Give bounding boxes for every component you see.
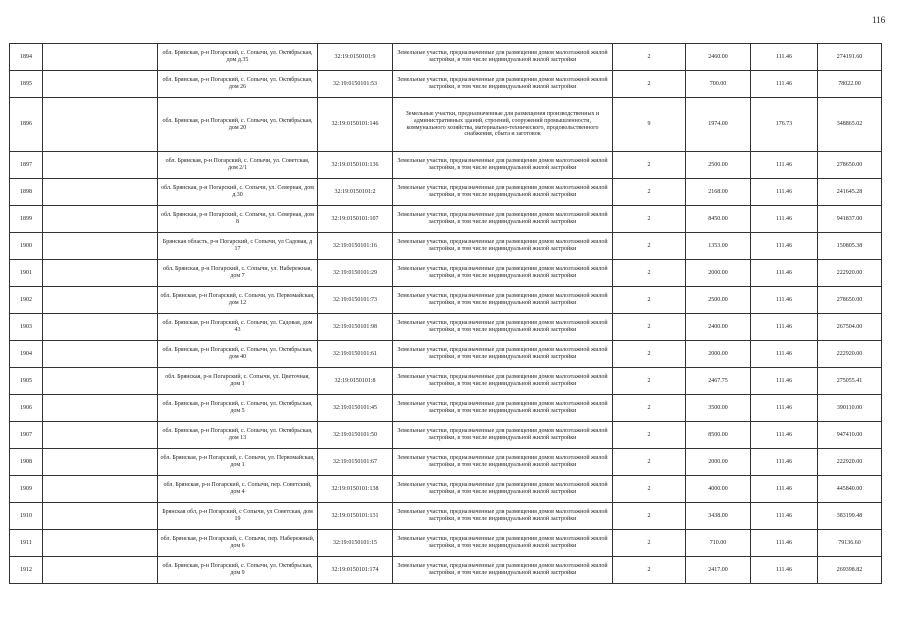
area-cell: 2467.75 — [686, 368, 751, 395]
cadastral-number-cell: 32:19:0150101:53 — [318, 71, 393, 98]
area-cell: 4000.00 — [686, 476, 751, 503]
row-spacer — [43, 368, 158, 395]
address-cell: обл. Брянская, р-н Погарский, с. Сопычи, ул. Первомайская, дом 12 — [158, 287, 318, 314]
land-use-cell: Земельные участки, предназначенные для размещения домов малоэтажной жилой застройки, в том числе индивидуальной жилой застройки — [393, 503, 613, 530]
cadastral-number-cell: 32:19:0150101:136 — [318, 152, 393, 179]
use-group-cell: 9 — [613, 98, 686, 152]
row-number: 1899 — [10, 206, 43, 233]
table-row — [10, 44, 882, 71]
row-spacer — [43, 395, 158, 422]
cadastral-number-cell: 32:19:0150101:15 — [318, 530, 393, 557]
cadastral-number-cell: 32:19:0150101:67 — [318, 449, 393, 476]
address-cell: обл. Брянская, р-н Погарский, с. Сопычи, ул. Садовая, дом 43 — [158, 314, 318, 341]
cadastral-value-cell: 445840.00 — [818, 476, 882, 503]
cadastral-number-cell: 32:19:0150101:2 — [318, 179, 393, 206]
cadastral-number-cell: 32:19:0150101:73 — [318, 287, 393, 314]
row-number: 1896 — [10, 98, 43, 152]
use-group-cell: 2 — [613, 530, 686, 557]
table-row — [10, 476, 882, 503]
specific-value-cell: 111.46 — [751, 260, 818, 287]
area-cell: 1974.00 — [686, 98, 751, 152]
use-group-cell: 2 — [613, 44, 686, 71]
address-cell: обл. Брянская, р-н Погарский, с. Сопычи, ул. Первомайская, дом 1 — [158, 449, 318, 476]
specific-value-cell: 111.46 — [751, 233, 818, 260]
row-spacer — [43, 44, 158, 71]
cadastral-number-cell: 32:19:0150101:8 — [318, 368, 393, 395]
cadastral-number-cell: 32:19:0150101:50 — [318, 422, 393, 449]
table-row — [10, 71, 882, 98]
cadastral-number-cell: 32:19:0150101:146 — [318, 98, 393, 152]
address-cell: обл. Брянская, р-н Погарский, с. Сопычи, ул. Октябрьская, дом 40 — [158, 341, 318, 368]
row-number: 1894 — [10, 44, 43, 71]
row-spacer — [43, 314, 158, 341]
land-use-cell: Земельные участки, предназначенные для размещения домов малоэтажной жилой застройки, в том числе индивидуальной жилой застройки — [393, 233, 613, 260]
address-cell: обл. Брянская, р-н Погарский, с. Сопычи, ул. Октябрьская, дом 9 — [158, 557, 318, 584]
table-row — [10, 206, 882, 233]
row-spacer — [43, 341, 158, 368]
land-registry-table — [9, 43, 882, 584]
table-row — [10, 368, 882, 395]
use-group-cell: 2 — [613, 314, 686, 341]
row-spacer — [43, 71, 158, 98]
area-cell: 710.00 — [686, 530, 751, 557]
use-group-cell: 2 — [613, 557, 686, 584]
use-group-cell: 2 — [613, 476, 686, 503]
address-cell: обл. Брянская, р-н Погарский, с. Сопычи, ул. Октябрьская, дом 5 — [158, 395, 318, 422]
row-spacer — [43, 422, 158, 449]
row-number: 1911 — [10, 530, 43, 557]
land-use-cell: Земельные участки, предназначенные для размещения домов малоэтажной жилой застройки, в том числе индивидуальной жилой застройки — [393, 341, 613, 368]
address-cell: Брянская область, р-н Погарский, с Сопычи, ул Садовая, д 17 — [158, 233, 318, 260]
use-group-cell: 2 — [613, 206, 686, 233]
use-group-cell: 2 — [613, 341, 686, 368]
area-cell: 3500.00 — [686, 395, 751, 422]
land-use-cell: Земельные участки, предназначенные для размещения домов малоэтажной жилой застройки, в том числе индивидуальной жилой застройки — [393, 206, 613, 233]
row-number: 1900 — [10, 233, 43, 260]
specific-value-cell: 111.46 — [751, 557, 818, 584]
address-cell: обл. Брянская, р-н Погарский, с. Сопычи, ул. Октябрьская, дом д.35 — [158, 44, 318, 71]
use-group-cell: 2 — [613, 233, 686, 260]
address-cell: обл. Брянская, р-н Погарский, с. Сопычи, ул. Северная, дом 8 — [158, 206, 318, 233]
row-number: 1907 — [10, 422, 43, 449]
use-group-cell: 2 — [613, 179, 686, 206]
row-spacer — [43, 476, 158, 503]
land-use-cell: Земельные участки, предназначенные для размещения домов малоэтажной жилой застройки, в том числе индивидуальной жилой застройки — [393, 557, 613, 584]
land-use-cell: Земельные участки, предназначенные для размещения домов малоэтажной жилой застройки, в том числе индивидуальной жилой застройки — [393, 71, 613, 98]
use-group-cell: 2 — [613, 260, 686, 287]
land-use-cell: Земельные участки, предназначенные для размещения домов малоэтажной жилой застройки, в том числе индивидуальной жилой застройки — [393, 179, 613, 206]
use-group-cell: 2 — [613, 395, 686, 422]
specific-value-cell: 111.46 — [751, 503, 818, 530]
land-use-cell: Земельные участки, предназначенные для размещения домов малоэтажной жилой застройки, в том числе индивидуальной жилой застройки — [393, 476, 613, 503]
area-cell: 2500.00 — [686, 287, 751, 314]
use-group-cell: 2 — [613, 287, 686, 314]
land-use-cell: Земельные участки, предназначенные для размещения домов малоэтажной жилой застройки, в том числе индивидуальной жилой застройки — [393, 449, 613, 476]
land-use-cell: Земельные участки, предназначенные для размещения домов малоэтажной жилой застройки, в том числе индивидуальной жилой застройки — [393, 314, 613, 341]
land-use-cell: Земельные участки, предназначенные для размещения домов малоэтажной жилой застройки, в том числе индивидуальной жилой застройки — [393, 287, 613, 314]
row-number: 1897 — [10, 152, 43, 179]
table-row — [10, 287, 882, 314]
area-cell: 2460.00 — [686, 44, 751, 71]
area-cell: 1353.00 — [686, 233, 751, 260]
area-cell: 2400.00 — [686, 314, 751, 341]
table-row — [10, 179, 882, 206]
row-number: 1895 — [10, 71, 43, 98]
area-cell: 700.00 — [686, 71, 751, 98]
cadastral-value-cell: 278650.00 — [818, 287, 882, 314]
row-number: 1909 — [10, 476, 43, 503]
row-spacer — [43, 449, 158, 476]
cadastral-value-cell: 947410.00 — [818, 422, 882, 449]
area-cell: 2500.00 — [686, 152, 751, 179]
specific-value-cell: 111.46 — [751, 341, 818, 368]
table-row — [10, 395, 882, 422]
cadastral-number-cell: 32:19:0150101:107 — [318, 206, 393, 233]
specific-value-cell: 111.46 — [751, 152, 818, 179]
table-row — [10, 314, 882, 341]
area-cell: 8500.00 — [686, 422, 751, 449]
cadastral-number-cell: 32:19:0150101:29 — [318, 260, 393, 287]
cadastral-value-cell: 383199.48 — [818, 503, 882, 530]
cadastral-number-cell: 32:19:0150101:174 — [318, 557, 393, 584]
address-cell: обл. Брянская, р-н Погарский, с. Сопычи, ул. Октябрьская, дом 13 — [158, 422, 318, 449]
specific-value-cell: 111.46 — [751, 422, 818, 449]
land-use-cell: Земельные участки, предназначенные для размещения домов малоэтажной жилой застройки, в том числе индивидуальной жилой застройки — [393, 152, 613, 179]
row-number: 1904 — [10, 341, 43, 368]
table-row — [10, 341, 882, 368]
cadastral-value-cell: 390110.00 — [818, 395, 882, 422]
area-cell: 2168.00 — [686, 179, 751, 206]
table-row — [10, 557, 882, 584]
specific-value-cell: 111.46 — [751, 530, 818, 557]
specific-value-cell: 111.46 — [751, 206, 818, 233]
row-spacer — [43, 98, 158, 152]
table-row — [10, 530, 882, 557]
cadastral-number-cell: 32:19:0150101:98 — [318, 314, 393, 341]
cadastral-value-cell: 222920.00 — [818, 449, 882, 476]
area-cell: 2000.00 — [686, 449, 751, 476]
row-number: 1906 — [10, 395, 43, 422]
table-row — [10, 422, 882, 449]
cadastral-number-cell: 32:19:0150101:45 — [318, 395, 393, 422]
address-cell: обл. Брянская, р-н Погарский, с. Сопычи, ул. Октябрьская, дом 26 — [158, 71, 318, 98]
area-cell: 2417.00 — [686, 557, 751, 584]
row-spacer — [43, 152, 158, 179]
row-number: 1910 — [10, 503, 43, 530]
cadastral-value-cell: 150805.38 — [818, 233, 882, 260]
cadastral-value-cell: 241645.28 — [818, 179, 882, 206]
cadastral-value-cell: 274191.60 — [818, 44, 882, 71]
row-number: 1908 — [10, 449, 43, 476]
land-use-cell: Земельные участки, предназначенные для размещения домов малоэтажной жилой застройки, в том числе индивидуальной жилой застройки — [393, 44, 613, 71]
address-cell: обл. Брянская, р-н Погарский, с. Сопычи, пер. Набережный, дом 6 — [158, 530, 318, 557]
row-number: 1898 — [10, 179, 43, 206]
land-use-cell: Земельные участки, предназначенные для размещения домов малоэтажной жилой застройки, в том числе индивидуальной жилой застройки — [393, 530, 613, 557]
row-spacer — [43, 260, 158, 287]
table-row — [10, 449, 882, 476]
address-cell: обл. Брянская, р-н Погарский, с. Сопычи, ул. Октябрьская, дом 20 — [158, 98, 318, 152]
cadastral-number-cell: 32:19:0150101:16 — [318, 233, 393, 260]
row-spacer — [43, 503, 158, 530]
area-cell: 2000.00 — [686, 260, 751, 287]
specific-value-cell: 111.46 — [751, 476, 818, 503]
area-cell: 2000.00 — [686, 341, 751, 368]
specific-value-cell: 111.46 — [751, 449, 818, 476]
land-use-cell: Земельные участки, предназначенные для размещения домов малоэтажной жилой застройки, в том числе индивидуальной жилой застройки — [393, 422, 613, 449]
cadastral-value-cell: 78022.00 — [818, 71, 882, 98]
cadastral-value-cell: 79136.60 — [818, 530, 882, 557]
land-use-cell: Земельные участки, предназначенные для размещения производственных и административных зданий, строений, сооружений промышленности, коммунального хозяйства, материально-технического, продовольственного снабжения, сбыта и заготовок — [393, 98, 613, 152]
table-row — [10, 98, 882, 152]
address-cell: Брянская обл, р-н Погарский, с Сопычи, ул Советская, дом 19 — [158, 503, 318, 530]
specific-value-cell: 111.46 — [751, 71, 818, 98]
area-cell: 3438.00 — [686, 503, 751, 530]
address-cell: обл. Брянская, р-н Погарский, с. Сопычи, ул. Набережная, дом 7 — [158, 260, 318, 287]
cadastral-number-cell: 32:19:0150101:131 — [318, 503, 393, 530]
use-group-cell: 2 — [613, 71, 686, 98]
row-spacer — [43, 233, 158, 260]
specific-value-cell: 111.46 — [751, 179, 818, 206]
row-number: 1902 — [10, 287, 43, 314]
row-number: 1912 — [10, 557, 43, 584]
specific-value-cell: 111.46 — [751, 287, 818, 314]
land-use-cell: Земельные участки, предназначенные для размещения домов малоэтажной жилой застройки, в том числе индивидуальной жилой застройки — [393, 395, 613, 422]
row-number: 1903 — [10, 314, 43, 341]
cadastral-value-cell: 269398.82 — [818, 557, 882, 584]
row-spacer — [43, 557, 158, 584]
table-row — [10, 233, 882, 260]
cadastral-value-cell: 222920.00 — [818, 260, 882, 287]
address-cell: обл. Брянская, р-н Погарский, с. Сопычи, ул. Цветочная, дом 1 — [158, 368, 318, 395]
cadastral-number-cell: 32:19:0150101:9 — [318, 44, 393, 71]
specific-value-cell: 111.46 — [751, 44, 818, 71]
specific-value-cell: 111.46 — [751, 368, 818, 395]
specific-value-cell: 111.46 — [751, 395, 818, 422]
land-use-cell: Земельные участки, предназначенные для размещения домов малоэтажной жилой застройки, в том числе индивидуальной жилой застройки — [393, 260, 613, 287]
specific-value-cell: 176.73 — [751, 98, 818, 152]
land-use-cell: Земельные участки, предназначенные для размещения домов малоэтажной жилой застройки, в том числе индивидуальной жилой застройки — [393, 368, 613, 395]
row-spacer — [43, 530, 158, 557]
address-cell: обл. Брянская, р-н Погарский, с. Сопычи, пер. Советский, дом 4 — [158, 476, 318, 503]
cadastral-value-cell: 222920.00 — [818, 341, 882, 368]
cadastral-value-cell: 278650.00 — [818, 152, 882, 179]
cadastral-value-cell: 348865.02 — [818, 98, 882, 152]
row-number: 1901 — [10, 260, 43, 287]
row-number: 1905 — [10, 368, 43, 395]
use-group-cell: 2 — [613, 422, 686, 449]
address-cell: обл. Брянская, р-н Погарский, с. Сопычи, ул. Советская, дом 2/1 — [158, 152, 318, 179]
cadastral-number-cell: 32:19:0150101:138 — [318, 476, 393, 503]
cadastral-number-cell: 32:19:0150101:61 — [318, 341, 393, 368]
address-cell: обл. Брянская, р-н Погарский, с. Сопычи, ул. Северная, дом д.30 — [158, 179, 318, 206]
row-spacer — [43, 287, 158, 314]
page-number: 116 — [872, 15, 886, 25]
use-group-cell: 2 — [613, 503, 686, 530]
use-group-cell: 2 — [613, 368, 686, 395]
specific-value-cell: 111.46 — [751, 314, 818, 341]
cadastral-value-cell: 267504.00 — [818, 314, 882, 341]
row-spacer — [43, 179, 158, 206]
cadastral-value-cell: 275055.41 — [818, 368, 882, 395]
table-row — [10, 260, 882, 287]
table-body — [10, 44, 882, 584]
table-row — [10, 503, 882, 530]
cadastral-value-cell: 941837.00 — [818, 206, 882, 233]
use-group-cell: 2 — [613, 152, 686, 179]
table-row — [10, 152, 882, 179]
use-group-cell: 2 — [613, 449, 686, 476]
row-spacer — [43, 206, 158, 233]
area-cell: 8450.00 — [686, 206, 751, 233]
